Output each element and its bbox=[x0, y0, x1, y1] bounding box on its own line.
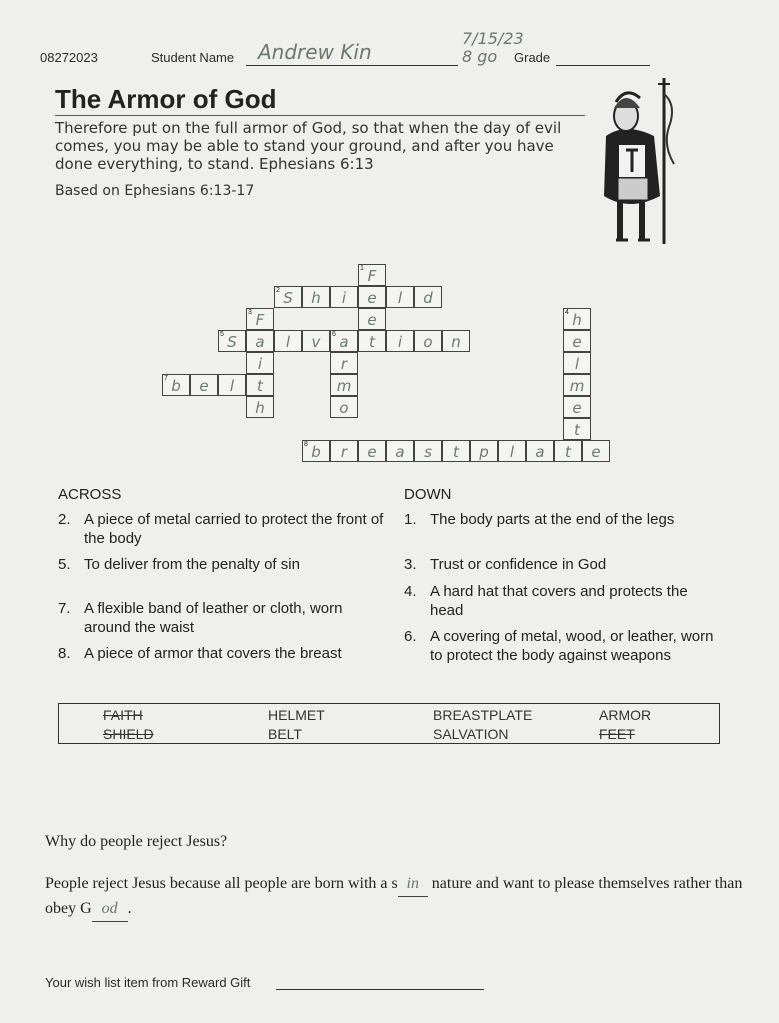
cell-letter: t bbox=[453, 443, 459, 461]
clue-number: 5. bbox=[58, 556, 71, 573]
across-clue-7 bbox=[58, 599, 388, 637]
soldier-illustration bbox=[592, 74, 684, 246]
cell-letter: e bbox=[572, 333, 582, 351]
student-name-value[interactable]: Andrew Kin bbox=[258, 40, 372, 64]
cell-letter: a bbox=[339, 333, 349, 351]
clue-number-label: 1 bbox=[360, 265, 364, 272]
crossword-cell[interactable] bbox=[563, 396, 591, 418]
across-clue-5 bbox=[58, 555, 388, 574]
down-heading: DOWN bbox=[404, 486, 452, 503]
clue-number: 6. bbox=[404, 628, 417, 645]
cell-letter: i bbox=[397, 333, 403, 351]
cell-letter: S bbox=[283, 289, 293, 307]
student-name-line bbox=[246, 64, 458, 66]
crossword-cell[interactable] bbox=[246, 308, 274, 330]
cell-letter: a bbox=[535, 443, 545, 461]
scripture-verse: Therefore put on the full armor of God, so that when the day of evil comes, you may be able to stand your ground, and after you have done everything, to stand. Ephesians 6:13 bbox=[55, 119, 562, 173]
grade-label: Grade bbox=[514, 50, 551, 65]
clue-number-label: 7 bbox=[164, 375, 168, 382]
handwritten-date-note: 7/15/23 8 go bbox=[462, 29, 524, 66]
cell-letter: l bbox=[397, 289, 403, 307]
answer-text-3: . bbox=[127, 900, 132, 917]
cell-letter: t bbox=[257, 377, 263, 395]
crossword-cell[interactable] bbox=[330, 352, 358, 374]
crossword-cell[interactable] bbox=[246, 396, 274, 418]
word-bank-helmet: HELMET bbox=[268, 707, 325, 723]
crossword-cell[interactable] bbox=[358, 308, 386, 330]
clue-text: To deliver from the penalty of sin bbox=[84, 556, 300, 573]
cell-letter: h bbox=[572, 311, 582, 329]
crossword-cell[interactable] bbox=[190, 374, 218, 396]
cell-letter: t bbox=[565, 443, 571, 461]
wish-list-line[interactable] bbox=[276, 988, 484, 990]
worksheet-code: 08272023 bbox=[40, 50, 98, 65]
across-heading: ACROSS bbox=[58, 486, 122, 503]
down-clue-1 bbox=[404, 510, 724, 529]
cell-letter: l bbox=[285, 333, 291, 351]
word-bank bbox=[58, 703, 720, 744]
clue-number: 2. bbox=[58, 511, 71, 528]
crossword-cell[interactable] bbox=[274, 286, 302, 308]
crossword-cell[interactable] bbox=[563, 330, 591, 352]
crossword-cell[interactable] bbox=[302, 286, 330, 308]
cell-letter: p bbox=[479, 443, 489, 461]
cell-letter: e bbox=[367, 311, 377, 329]
cell-letter: o bbox=[423, 333, 433, 351]
cell-letter: s bbox=[424, 443, 432, 461]
crossword-cell[interactable] bbox=[218, 330, 246, 352]
cell-letter: m bbox=[336, 377, 352, 395]
crossword-cell[interactable] bbox=[414, 286, 442, 308]
answer-text-1: People reject Jesus because all people are born with a s bbox=[45, 875, 398, 892]
clue-text: The body parts at the end of the legs bbox=[430, 511, 675, 528]
cell-letter: m bbox=[569, 377, 585, 395]
clue-number: 7. bbox=[58, 600, 71, 617]
across-clue-8 bbox=[58, 644, 388, 663]
cell-letter: o bbox=[339, 399, 349, 417]
based-on-reference: Based on Ephesians 6:13-17 bbox=[55, 183, 255, 199]
clue-text: A covering of metal, wood, or leather, worn to protect the body against weapons bbox=[430, 628, 714, 664]
crossword-cell[interactable] bbox=[162, 374, 190, 396]
word-bank-salvation: SALVATION bbox=[433, 726, 509, 742]
cell-letter: t bbox=[369, 333, 375, 351]
word-bank-shield: SHIELD bbox=[103, 726, 154, 742]
word-bank-belt: BELT bbox=[268, 726, 302, 742]
crossword-cell[interactable] bbox=[358, 330, 386, 352]
word-bank-breastplate: BREASTPLATE bbox=[433, 707, 533, 723]
crossword-cell[interactable] bbox=[414, 330, 442, 352]
crossword-cell[interactable] bbox=[563, 352, 591, 374]
cell-letter: l bbox=[509, 443, 515, 461]
question-text: Why do people reject Jesus? bbox=[45, 833, 228, 850]
crossword-cell[interactable] bbox=[330, 374, 358, 396]
cell-letter: t bbox=[574, 421, 580, 439]
crossword-cell[interactable] bbox=[330, 286, 358, 308]
clue-number-label: 3 bbox=[248, 309, 252, 316]
cell-letter: a bbox=[395, 443, 405, 461]
clue-number-label: 6 bbox=[332, 331, 336, 338]
cell-letter: r bbox=[340, 355, 348, 373]
cell-letter: h bbox=[255, 399, 265, 417]
cell-letter: e bbox=[367, 443, 377, 461]
crossword-cell[interactable] bbox=[330, 330, 358, 352]
crossword-cell[interactable] bbox=[582, 440, 610, 462]
cell-letter: F bbox=[255, 311, 265, 329]
answer-blank-sin[interactable]: in bbox=[398, 872, 428, 897]
crossword-cell[interactable] bbox=[563, 308, 591, 330]
clue-number: 1. bbox=[404, 511, 417, 528]
crossword-cell[interactable] bbox=[442, 330, 470, 352]
word-bank-feet: FEET bbox=[599, 726, 635, 742]
cell-letter: e bbox=[591, 443, 601, 461]
clue-text: A piece of armor that covers the breast bbox=[84, 645, 342, 662]
clue-text: A piece of metal carried to protect the front of the body bbox=[84, 511, 384, 547]
cell-letter: S bbox=[227, 333, 237, 351]
crossword-cell[interactable] bbox=[358, 264, 386, 286]
crossword-cell[interactable] bbox=[218, 374, 246, 396]
cell-letter: F bbox=[367, 267, 377, 285]
down-clue-6 bbox=[404, 627, 724, 665]
crossword-cell[interactable] bbox=[330, 440, 358, 462]
clue-text: Trust or confidence in God bbox=[430, 556, 607, 573]
crossword-cell[interactable] bbox=[563, 374, 591, 396]
wish-list-label: Your wish list item from Reward Gift bbox=[45, 975, 251, 990]
crossword-cell[interactable] bbox=[302, 440, 330, 462]
cell-letter: n bbox=[451, 333, 461, 351]
cell-letter: b bbox=[311, 443, 321, 461]
page-title: The Armor of God bbox=[55, 84, 277, 114]
answer-blank-god[interactable]: od bbox=[92, 897, 128, 922]
down-clue-3 bbox=[404, 555, 724, 574]
cell-letter: d bbox=[423, 289, 433, 307]
cell-letter: h bbox=[311, 289, 321, 307]
cell-letter: a bbox=[255, 333, 265, 351]
clue-number-label: 4 bbox=[565, 309, 569, 316]
clue-number: 8. bbox=[58, 645, 71, 662]
cell-letter: e bbox=[367, 289, 377, 307]
crossword-cell[interactable] bbox=[414, 440, 442, 462]
crossword-cell[interactable] bbox=[526, 440, 554, 462]
clue-text: A hard hat that covers and protects the head bbox=[430, 583, 688, 619]
cell-letter: i bbox=[257, 355, 263, 373]
crossword-cell[interactable] bbox=[274, 330, 302, 352]
cell-letter: b bbox=[171, 377, 181, 395]
student-name-label: Student Name bbox=[151, 50, 235, 65]
cell-letter: l bbox=[229, 377, 235, 395]
word-bank-faith: FAITH bbox=[103, 707, 143, 723]
cell-letter: r bbox=[340, 443, 348, 461]
crossword-cell[interactable] bbox=[358, 440, 386, 462]
answer-text-2: nature and want to please themselves rather than obey G bbox=[45, 875, 743, 917]
crossword-cell[interactable] bbox=[246, 352, 274, 374]
cell-letter: v bbox=[311, 333, 321, 351]
crossword-cell[interactable] bbox=[554, 440, 582, 462]
clue-number: 3. bbox=[404, 556, 417, 573]
crossword-cell[interactable] bbox=[386, 286, 414, 308]
answer-paragraph bbox=[45, 872, 745, 922]
crossword-cell[interactable] bbox=[386, 440, 414, 462]
clue-number-label: 8 bbox=[304, 441, 308, 448]
crossword-cell[interactable] bbox=[442, 440, 470, 462]
clue-number-label: 5 bbox=[220, 331, 224, 338]
down-clue-4 bbox=[404, 582, 724, 620]
grade-line[interactable] bbox=[556, 64, 650, 66]
crossword-cell[interactable] bbox=[330, 396, 358, 418]
crossword-cell[interactable] bbox=[302, 330, 330, 352]
crossword-cell[interactable] bbox=[358, 286, 386, 308]
clue-number: 4. bbox=[404, 583, 417, 600]
crossword-cell[interactable] bbox=[246, 330, 274, 352]
clue-text: A flexible band of leather or cloth, worn around the waist bbox=[84, 600, 343, 636]
crossword-cell[interactable] bbox=[470, 440, 498, 462]
cell-letter: e bbox=[572, 399, 582, 417]
across-clue-2 bbox=[58, 510, 388, 548]
title-divider bbox=[55, 115, 585, 116]
cell-letter: i bbox=[341, 289, 347, 307]
crossword-cell[interactable] bbox=[386, 330, 414, 352]
crossword-cell[interactable] bbox=[246, 374, 274, 396]
cell-letter: l bbox=[574, 355, 580, 373]
cell-letter: e bbox=[199, 377, 209, 395]
clue-number-label: 2 bbox=[276, 287, 280, 294]
crossword-cell[interactable] bbox=[563, 418, 591, 440]
word-bank-armor: ARMOR bbox=[599, 707, 652, 723]
crossword-cell[interactable] bbox=[498, 440, 526, 462]
